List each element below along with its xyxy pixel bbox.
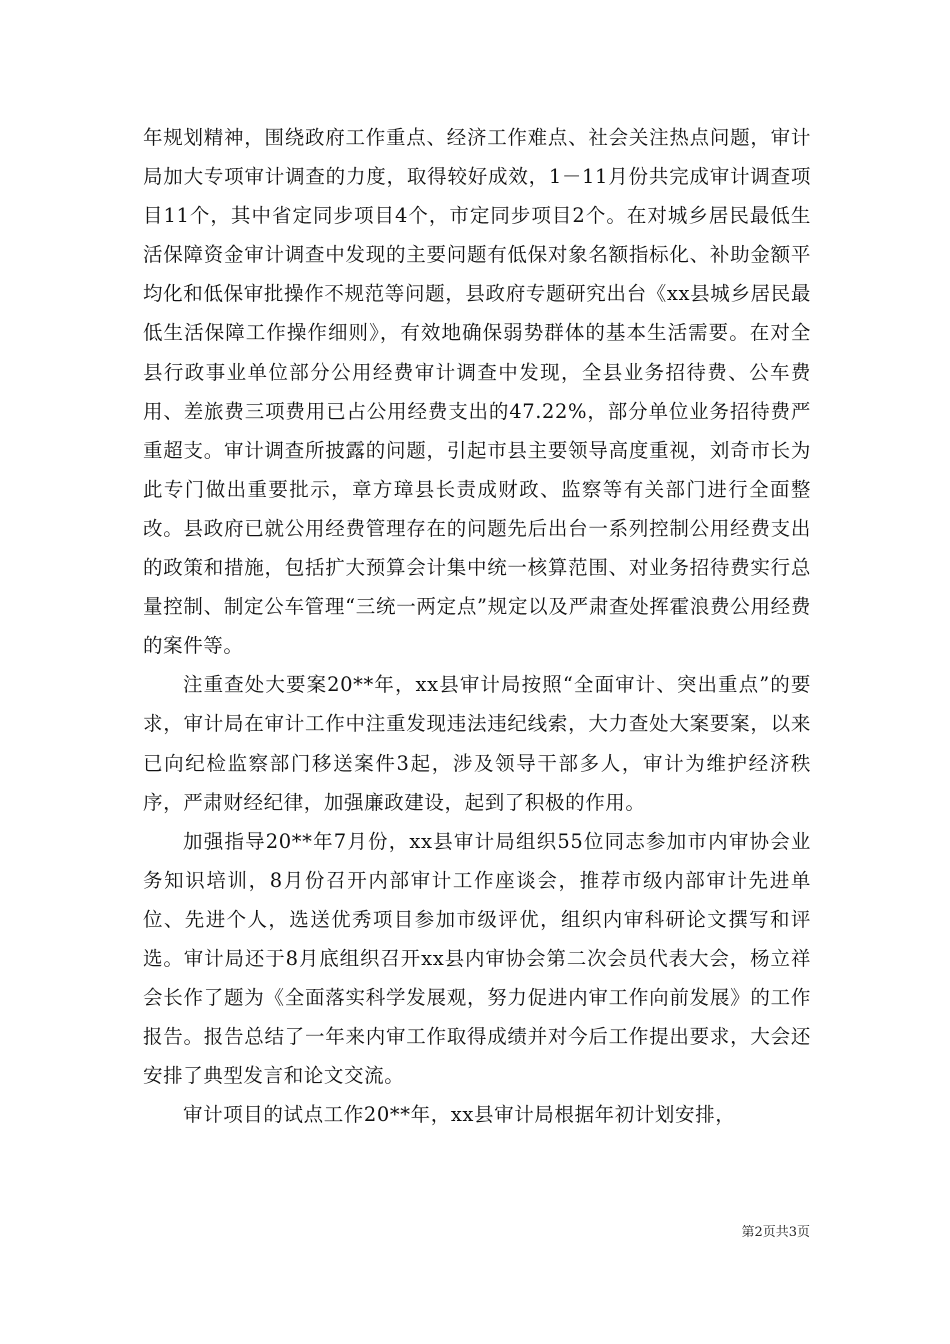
paragraph-pilot-projects: 审计项目的试点工作20**年，xx县审计局根据年初计划安排， [183, 1103, 736, 1127]
page-number-footer: 第2页共3页 [741, 1225, 810, 1240]
paragraph-guidance: 加强指导20**年7月份，xx县审计局组织55位同志参加市内审协会业务知识培训，8月份召开内部审计工作座谈会，推荐市级内部审计先进单位、先进个人，选送优秀项目参加市级评优，组织内审科研论文撰写和评选。审计局还于8月底组织召开xx县内审协会第二次会员代表大会，杨立祥会长作了题为《全面落实科学发展观，努力促进内审工作向前发展》的工作报告。报告总结了一年来内审工作取得成绩并对今后工作提出要求，大会还安排了典型发言和论文交流。 [143, 829, 811, 1088]
document-body [143, 118, 811, 1134]
paragraph-major-cases: 注重查处大要案20**年，xx县审计局按照“全面审计、突出重点”的要求，审计局在审计工作中注重发现违法违纪线索，大力查处大案要案，以来已向纪检监察部门移送案件3起，涉及领导干部多人，审计为维护经济秩序，严肃财经纪律，加强廉政建设，起到了积极的作用。 [143, 673, 811, 814]
paragraph-audit-survey: 年规划精神，围绕政府工作重点、经济工作难点、社会关注热点问题，审计局加大专项审计调查的力度，取得较好成效，1－11月份共完成审计调查项目11个，其中省定同步项目4个，市定同步项目2个。在对城乡居民最低生活保障资金审计调查中发现的主要问题有低保对象名额指标化、补助金额平均化和低保审批操作不规范等问题，县政府专题研究出台《xx县城乡居民最低生活保障工作操作细则》，有效地确保弱势群体的基本生活需要。在对全县行政事业单位部分公用经费审计调查中发现，全县业务招待费、公车费用、差旅费三项费用已占公用经费支出的47.22%，部分单位业务招待费严重超支。审计调查所披露的问题，引起市县主要领导高度重视，刘奇市长为此专门做出重要批示，章方璋县长责成财政、监察等有关部门进行全面整改。县政府已就公用经费管理存在的问题先后出台一系列控制公用经费支出的政策和措施，包括扩大预算会计集中统一核算范围、对业务招待费实行总量控制、制定公车管理“三统一两定点”规定以及严肃查处挥霍浪费公用经费的案件等。 [143, 126, 811, 658]
